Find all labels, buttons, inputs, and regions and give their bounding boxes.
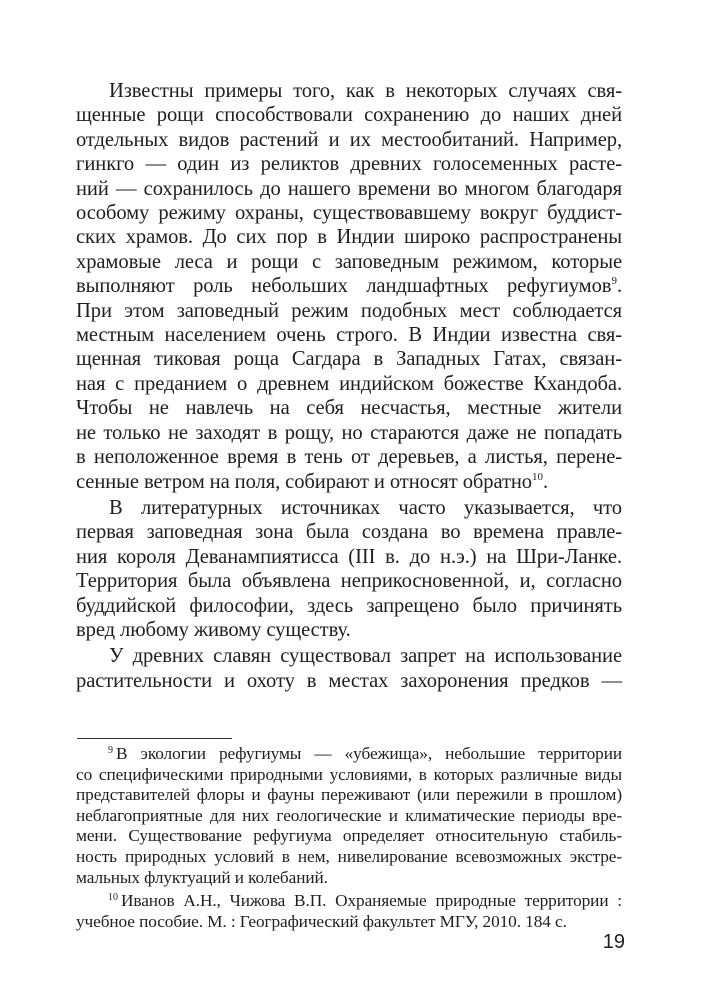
footnote-line (76, 891, 622, 912)
text-line: буддийской философии, здесь запрещено было причинять (76, 594, 622, 617)
text-line-with-footnote (76, 470, 622, 494)
footnote-number: 9 (108, 745, 113, 756)
punctuation: . (616, 275, 622, 298)
footnote-line: мальных флуктуаций и колебаний. (76, 867, 328, 887)
footnote-ref-9[interactable]: 9 (611, 275, 617, 288)
text-line: Известны примеры того, как в некоторых случаях свя- (109, 80, 622, 102)
main-text (76, 79, 622, 693)
footnote-line: мени. Существование рефугиума определяет относительную стабиль- (76, 826, 622, 846)
text-line: щенные рощи способствовали сохранению до наших дней (76, 104, 622, 127)
text-line: Чтобы не навлечь на себя несчастья, местные жители (76, 397, 622, 420)
text-line: ная с преданием о древнем индийском божестве Кхандоба. (76, 372, 622, 395)
text-line: В литературных источниках часто указывается, что (109, 496, 622, 519)
text-line: При этом заповедный режим подобных мест соблюдается (76, 299, 622, 322)
footnote-line: учебное пособие. М. : Географический факультет МГУ, 2010. 184 с. (76, 911, 567, 931)
footnote-ref-10[interactable]: 10 (532, 470, 543, 483)
text-line: щенная тиковая роща Сагдара в Западных Гатах, связан- (76, 348, 622, 371)
page-number: 19 (602, 931, 625, 953)
footnote-number: 10 (108, 892, 118, 904)
text-line: растительности и охоту в местах захоронения предков — (76, 669, 622, 692)
text-segment: сенные ветром на поля, собирают и относят обратно (76, 470, 532, 493)
text-line: в неположенное время в тень от деревьев, а листья, перене- (76, 446, 622, 469)
footnote-line: неблагоприятные для них геологические и климатические периоды вре- (76, 805, 622, 825)
footnote-10 (76, 891, 622, 932)
text-line: отдельных видов растений и их местообитаний. Например, (76, 128, 622, 151)
footnote-line: представителей флоры и фауны переживают (или пережили в прошлом) (76, 785, 622, 805)
text-segment: выполняют роль небольших ландшафтных рефугиумов (76, 275, 612, 298)
text-line: Территория была объявлена неприкосновенной, и, согласно (76, 570, 622, 593)
text-segment: В экологии рефугиумы — «убежища», небольшие территории (116, 744, 622, 763)
text-segment: Иванов А.Н., Чижова В.П. Охраняемые природные территории : (121, 891, 622, 911)
footnote-separator (77, 738, 232, 739)
paragraph-3 (76, 644, 622, 693)
footnote-line (76, 744, 622, 765)
footnote-line: со специфическими природными условиями, в которых различные виды (76, 764, 622, 784)
text-line: ния короля Деванампиятисса (III в. до н.э.) на Шри-Ланке. (76, 545, 622, 568)
footnote-line: ность природных условий в нем, нивелирование всевозможных экстре- (76, 846, 622, 866)
text-line: гинкго — один из реликтов древних голосеменных расте- (76, 153, 622, 176)
punctuation: . (543, 470, 549, 493)
text-line: особому режиму охраны, существовавшему вокруг буддист- (76, 202, 622, 225)
paragraph-1 (76, 79, 622, 494)
text-line: не только не заходят в рощу, но стараются даже не попадать (76, 421, 622, 444)
footnote-9 (76, 744, 622, 888)
paragraph-2 (76, 496, 622, 642)
text-line: храмовые леса и рощи с заповедным режимом, которые (76, 250, 622, 273)
text-line: вред любому живому существу. (76, 618, 351, 641)
text-line: ских храмов. До сих пор в Индии широко распространены (76, 226, 622, 249)
text-line: У древних славян существовал запрет на использование (109, 645, 622, 668)
text-line-with-footnote (76, 274, 622, 298)
text-line: местным населением очень строго. В Индии известна свя- (76, 324, 622, 347)
text-line: первая заповедная зона была создана во времена правле- (76, 521, 622, 544)
footnotes (76, 744, 622, 932)
text-line: ний — сохранилось до нашего времени во многом благодаря (76, 177, 622, 200)
